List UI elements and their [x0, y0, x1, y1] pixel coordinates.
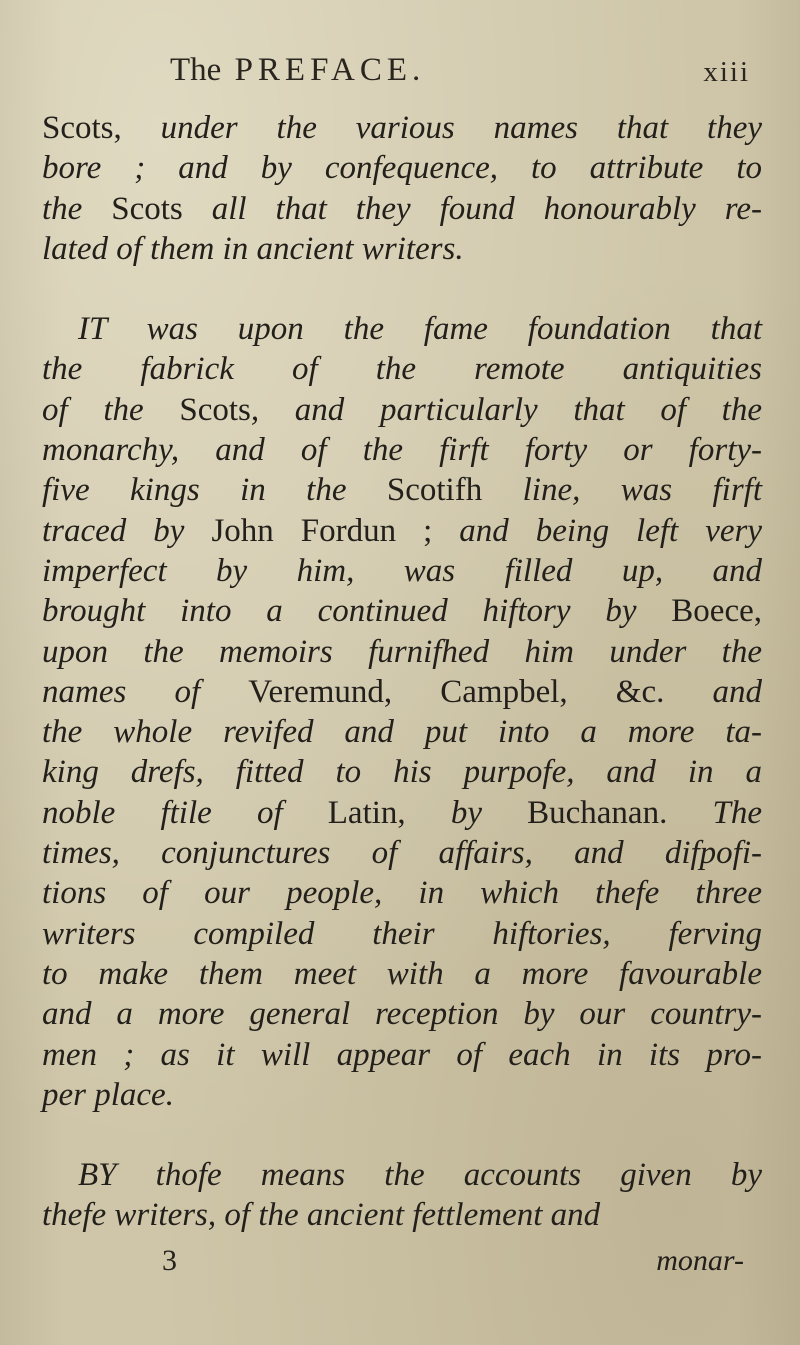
text-line	[42, 994, 762, 1034]
italic-text: bore ; and by confequence, to attribute to	[42, 150, 762, 187]
roman-text: Buchanan.	[527, 794, 713, 831]
page-footer	[42, 1244, 762, 1284]
roman-text: Veremund, Campbel, &c.	[248, 673, 713, 710]
running-title-word: PREFACE.	[234, 52, 426, 88]
roman-text: Latin,	[327, 794, 451, 831]
text-line	[42, 229, 762, 269]
italic-text: five kings in the	[42, 472, 387, 509]
text-line	[42, 349, 762, 389]
italic-text: the fabrick of the remote antiquities	[42, 351, 762, 388]
italic-text: imperfect by him, was filled up, and	[42, 552, 762, 589]
italic-text: and a more general reception by our country-	[42, 996, 762, 1033]
italic-text: lated of them in ancient writers.	[42, 230, 464, 267]
text-line	[42, 1075, 762, 1115]
text-line	[42, 470, 762, 510]
italic-text: names of	[42, 673, 249, 710]
italic-text: times, conjunctures of affairs, and difpofi-	[42, 835, 762, 872]
italic-text: and	[712, 673, 762, 710]
body-text	[42, 108, 762, 1236]
text-line	[42, 793, 762, 833]
text-line	[42, 309, 762, 349]
italic-text: of the	[42, 391, 180, 428]
italic-text: under the various names that they	[160, 110, 762, 146]
italic-text: traced by	[42, 512, 212, 549]
italic-text: all that they found honourably re-	[211, 190, 763, 227]
italic-text: BY thofe means the accounts given by	[78, 1157, 762, 1194]
text-line	[42, 1035, 762, 1075]
italic-text: , and particularly that of the	[250, 391, 763, 428]
italic-text: to make them meet with a more favourable	[42, 955, 762, 992]
italic-text: the	[42, 190, 112, 227]
text-line	[42, 672, 762, 712]
text-line	[42, 954, 762, 994]
italic-text: per place.	[42, 1076, 174, 1113]
text-line	[42, 189, 762, 229]
text-line	[42, 873, 762, 913]
text-line	[42, 511, 762, 551]
italic-text: The	[712, 794, 762, 831]
page-number: xiii	[703, 56, 750, 88]
italic-text: IT was upon the fame foundation that	[78, 311, 762, 348]
italic-text: the whole revifed and put into a more ta-	[42, 714, 762, 751]
italic-text: line, was firft	[522, 472, 763, 509]
catchword: monar-	[656, 1244, 744, 1277]
italic-text: thefe writers, of the ancient fettlement and	[42, 1197, 601, 1234]
roman-text: Scots	[179, 391, 251, 428]
text-line	[42, 914, 762, 954]
text-line	[42, 712, 762, 752]
text-line	[42, 632, 762, 672]
italic-text: by	[450, 794, 528, 831]
italic-text: and being left very	[459, 512, 762, 549]
italic-text: noble ftile of	[42, 794, 328, 831]
text-line	[42, 1195, 762, 1235]
paragraph-gap	[42, 269, 762, 309]
text-line	[42, 390, 762, 430]
text-line	[42, 430, 762, 470]
italic-text: monarchy, and of the firft forty or forty-	[42, 432, 762, 469]
running-title-article: The	[170, 52, 222, 88]
signature-mark: 3	[162, 1244, 177, 1277]
italic-text: writers compiled their hiftories, ferving	[42, 915, 762, 952]
italic-text: tions of our people, in which thefe three	[42, 875, 762, 912]
roman-text: John Fordun ;	[211, 512, 460, 549]
paragraph-gap	[42, 1115, 762, 1155]
text-line	[42, 108, 762, 148]
italic-text: upon the memoirs furnifhed him under the	[42, 633, 762, 670]
text-line	[42, 591, 762, 631]
text-line	[42, 833, 762, 873]
text-line	[42, 148, 762, 188]
roman-text: Scots	[111, 190, 212, 227]
italic-text: men ; as it will appear of each in its pro-	[42, 1036, 762, 1073]
text-line	[42, 752, 762, 792]
italic-text: brought into a continued hiftory by	[42, 593, 672, 630]
italic-text: king drefs, fitted to his purpofe, and in a	[42, 754, 762, 791]
running-title	[170, 52, 425, 89]
text-line	[42, 1155, 762, 1195]
roman-text: Scots,	[42, 110, 161, 146]
text-line	[42, 551, 762, 591]
running-header	[170, 52, 770, 96]
roman-text: Scotifh	[386, 472, 523, 509]
roman-text: Boece,	[671, 593, 762, 630]
